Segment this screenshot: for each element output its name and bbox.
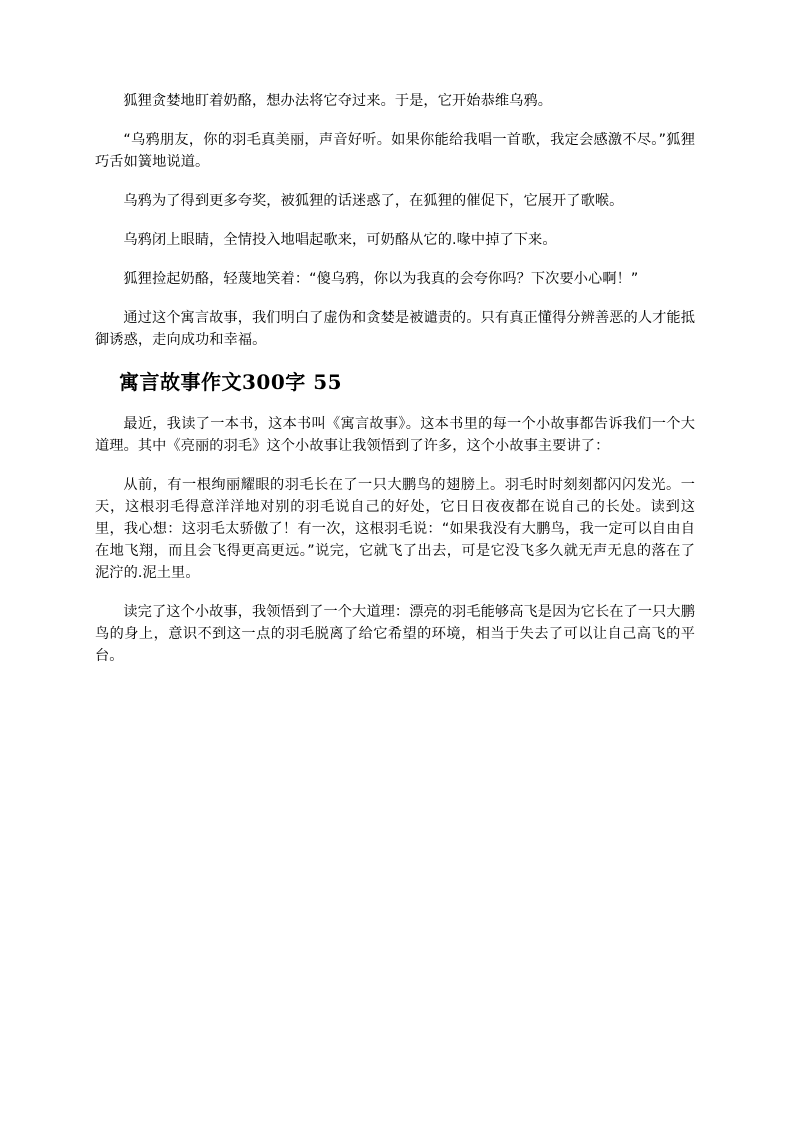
paragraph-feather-story: 从前，有一根绚丽耀眼的羽毛长在了一只大鹏鸟的翅膀上。羽毛时时刻刻都闪闪发光。一天，这根羽毛得意洋洋地对别的羽毛说自己的好处，它日日夜夜都在说自己的长处。读到这里，我心想：这羽毛太骄傲了！有一次，这根羽毛说：“如果我没有大鹏鸟，我一定可以自由自在地飞翔，而且会飞得更高更远。”说完，它就飞了出去，可是它没飞多久就无声无息的落在了泥泞的.泥土里。 xyxy=(95,477,695,581)
paragraph-lesson: 读完了这个小故事，我领悟到了一个大道理：漂亮的羽毛能够高飞是因为它长在了一只大鹏鸟的身上，意识不到这一点的羽毛脱离了给它希望的环境，相当于失去了可以让自己高飞的平台。 xyxy=(95,604,695,664)
paragraph-fox-mocks: 狐狸捡起奶酪，轻蔑地笑着：“傻乌鸦，你以为我真的会夸你吗？下次要小心啊！” xyxy=(123,271,639,287)
section-heading: 寓言故事作文300字 55 xyxy=(119,370,343,394)
paragraph-fox-stares: 狐狸贪婪地盯着奶酪，想办法将它夺过来。于是，它开始恭维乌鸦。 xyxy=(123,93,553,109)
paragraph-cheese-falls: 乌鸦闭上眼睛，全情投入地唱起歌来，可奶酪从它的.喙中掉了下来。 xyxy=(123,232,557,248)
paragraph-book-intro: 最近，我读了一本书，这本书叫《寓言故事》。这本书里的每一个小故事都告诉我们一个大道理。其中《亮丽的羽毛》这个小故事让我领悟到了许多，这个小故事主要讲了： xyxy=(95,416,695,454)
paragraph-moral: 通过这个寓言故事，我们明白了虚伪和贪婪是被谴责的。只有真正懂得分辨善恶的人才能抵御诱惑，走向成功和幸福。 xyxy=(95,310,695,348)
paragraph-crow-sings: 乌鸦为了得到更多夸奖，被狐狸的话迷惑了，在狐狸的催促下，它展开了歌喉。 xyxy=(123,193,624,209)
paragraph-fox-flatters: “乌鸦朋友，你的羽毛真美丽，声音好听。如果你能给我唱一首歌，我定会感激不尽。”狐狸巧舌如簧地说道。 xyxy=(95,132,695,170)
document-page xyxy=(95,90,695,684)
